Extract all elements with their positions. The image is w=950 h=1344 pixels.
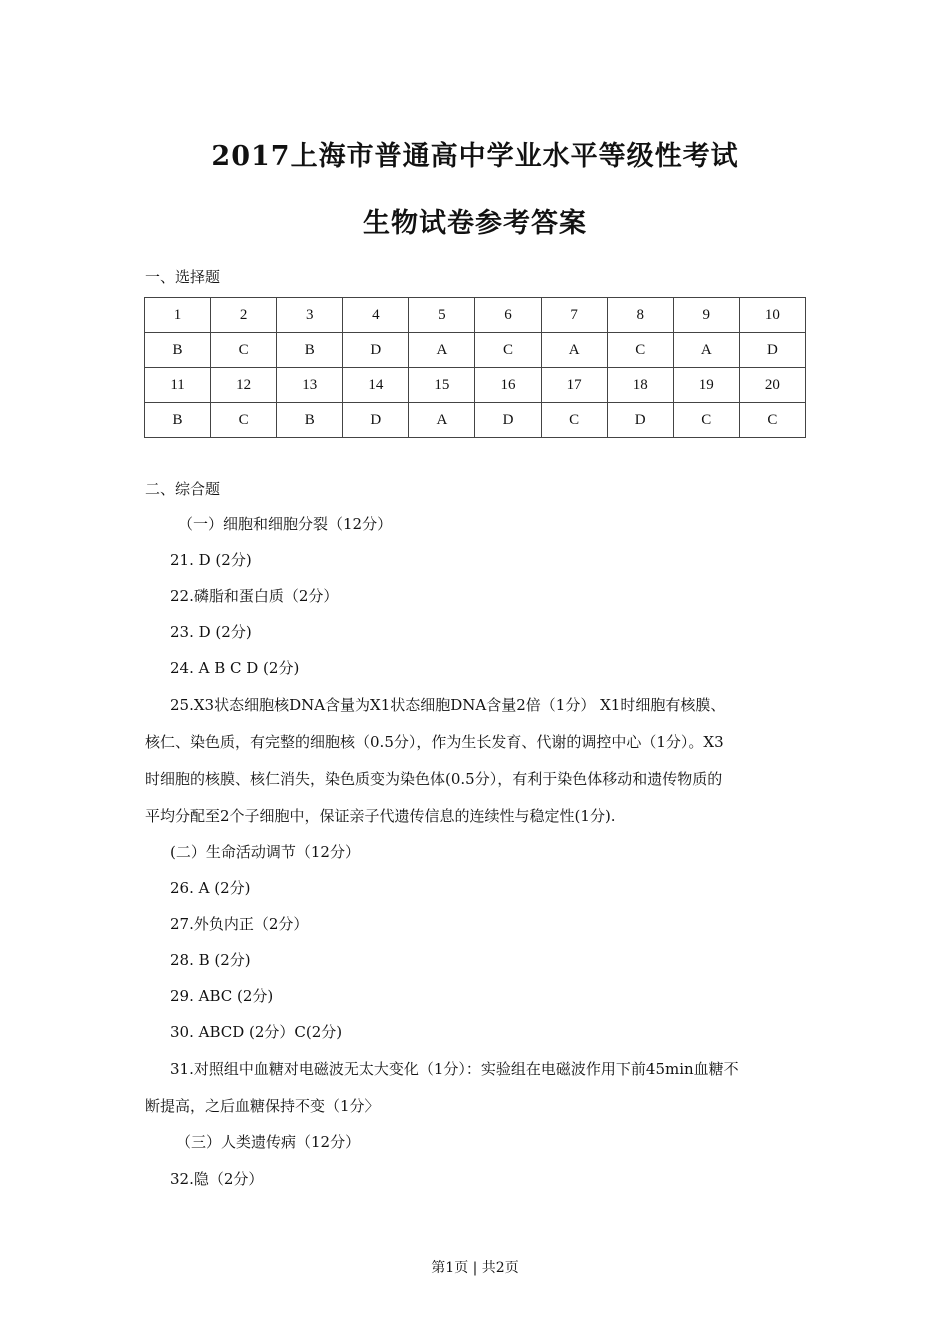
table-cell: C (211, 333, 277, 368)
answer-paragraph-line: 平均分配至2个子细胞中，保证亲子代遗传信息的连续性与稳定性(1分). (145, 807, 616, 825)
answer-paragraph-line: 核仁、染色质，有完整的细胞核（0.5分），作为生长发育、代谢的调控中心（1分）。X3 (145, 733, 724, 751)
table-cell: 3 (277, 298, 343, 333)
table-cell: C (739, 403, 805, 438)
table-cell: D (475, 403, 541, 438)
table-cell: B (277, 333, 343, 368)
answer-table (144, 297, 806, 438)
table-cell: C (211, 403, 277, 438)
table-row (145, 368, 806, 403)
answer-line: 30. ABCD (2分）C(2分) (170, 1023, 343, 1041)
table-cell: C (673, 403, 739, 438)
table-cell: A (409, 333, 475, 368)
answer-line: 23. D (2分) (170, 623, 252, 641)
table-cell: 11 (145, 368, 211, 403)
table-cell: 2 (211, 298, 277, 333)
table-row (145, 333, 806, 368)
section-heading-comprehensive: 二、综合题 (145, 480, 221, 498)
answer-line: 22.磷脂和蛋白质（2分） (170, 587, 339, 605)
table-cell: 18 (607, 368, 673, 403)
answer-paragraph-line: 25.X3状态细胞核DNA含量为X1状态细胞DNA含量2倍（1分） X1时细胞有核膜、 (170, 696, 726, 714)
answer-paragraph-line: 31.对照组中血糖对电磁波无太大变化（1分）：实验组在电磁波作用下前45min血糖不 (170, 1060, 739, 1078)
table-cell: C (607, 333, 673, 368)
answer-line: 21. D (2分) (170, 551, 252, 569)
answer-line: 32.隐（2分） (170, 1170, 264, 1188)
subsection-heading: （一）细胞和细胞分裂（12分） (178, 515, 393, 533)
table-cell: D (739, 333, 805, 368)
answer-line: 27.外负内正（2分） (170, 915, 309, 933)
table-cell: 8 (607, 298, 673, 333)
answer-line: 29. ABC (2分) (170, 987, 274, 1005)
table-cell: B (145, 403, 211, 438)
table-cell: C (475, 333, 541, 368)
page-footer: 第1页 | 共2页 (431, 1260, 519, 1276)
table-cell: A (409, 403, 475, 438)
table-cell: 20 (739, 368, 805, 403)
table-cell: 7 (541, 298, 607, 333)
table-cell: 9 (673, 298, 739, 333)
subsection-heading: （三）人类遗传病（12分） (176, 1133, 361, 1151)
table-cell: 6 (475, 298, 541, 333)
table-cell: D (607, 403, 673, 438)
subsection-heading: (二）生命活动调节（12分） (170, 843, 360, 861)
table-row (145, 403, 806, 438)
table-cell: D (343, 403, 409, 438)
section-heading-choice: 一、选择题 (145, 268, 221, 286)
table-cell: 5 (409, 298, 475, 333)
answer-line: 26. A (2分) (170, 879, 251, 897)
table-cell: 1 (145, 298, 211, 333)
table-cell: A (673, 333, 739, 368)
table-cell: 4 (343, 298, 409, 333)
page-title: 2017上海市普通高中学业水平等级性考试 (211, 141, 739, 172)
table-cell: B (145, 333, 211, 368)
table-cell: 14 (343, 368, 409, 403)
table-cell: C (541, 403, 607, 438)
table-cell: A (541, 333, 607, 368)
answer-line: 24. A B C D (2分) (170, 659, 300, 677)
table-cell: D (343, 333, 409, 368)
table-cell: 12 (211, 368, 277, 403)
table-cell: B (277, 403, 343, 438)
page-subtitle: 生物试卷参考答案 (363, 208, 587, 239)
answer-paragraph-line: 时细胞的核膜、核仁消失，染色质变为染色体(0.5分），有利于染色体移动和遗传物质的 (145, 770, 723, 788)
table-cell: 13 (277, 368, 343, 403)
answer-line: 28. B (2分) (170, 951, 251, 969)
table-cell: 16 (475, 368, 541, 403)
table-cell: 17 (541, 368, 607, 403)
table-cell: 15 (409, 368, 475, 403)
table-cell: 19 (673, 368, 739, 403)
table-row (145, 298, 806, 333)
table-cell: 10 (739, 298, 805, 333)
answer-paragraph-line: 断提高，之后血糖保持不变（1分〉 (145, 1097, 380, 1115)
